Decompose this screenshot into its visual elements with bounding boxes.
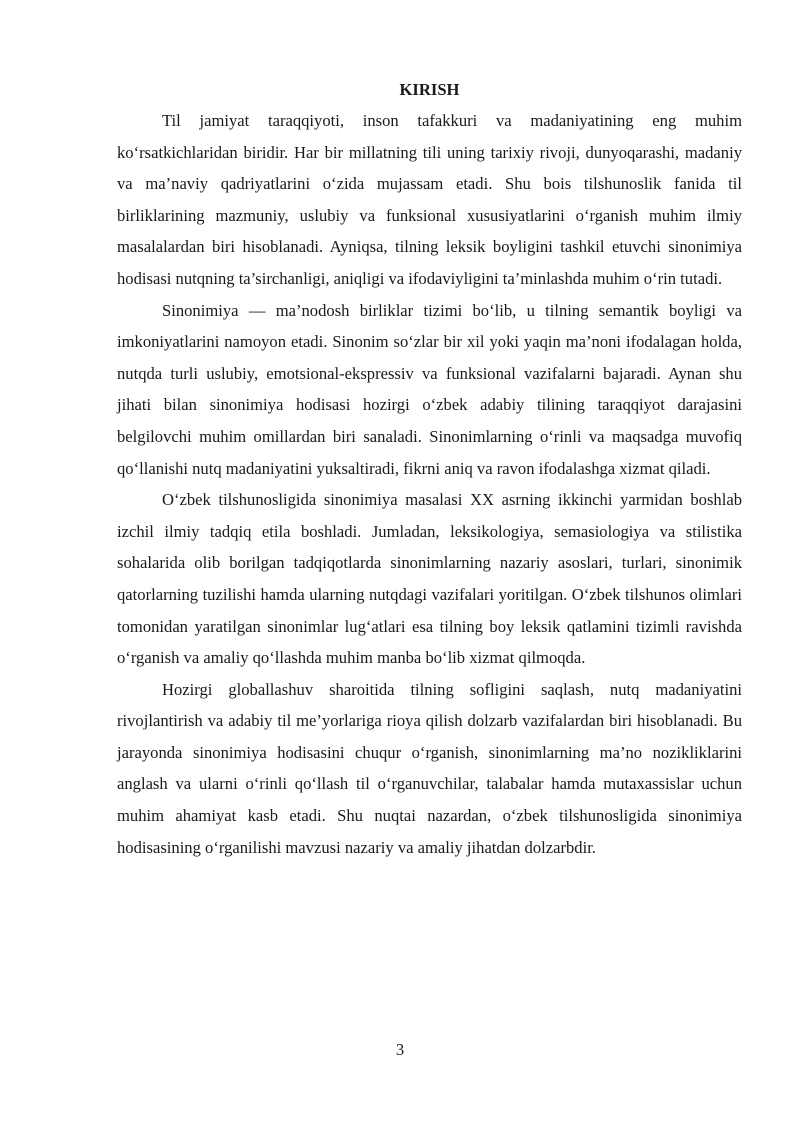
paragraph: Sinonimiya — ma’nodosh birliklar tizimi bo‘lib, u tilning semantik boyligi va imkoniyatlarini namoyon etadi. Sinonim so‘zlar bir xil yoki yaqin ma’noni ifodalagan holda, nutqda turli uslubiy, emotsional-ekspressiv va funksional vazifalarni bajaradi. Aynan shu jihati bilan sinonimiya hodisasi hozirgi o‘zbek adabiy tilining taraqqiyot darajasini belgilovchi muhim omillardan biri sanaladi. Sinonimlarning o‘rinli va maqsadga muvofiq qo‘llanishi nutq madaniyatini yuksaltiradi, fikrni aniq va ravon ifodalashga xizmat qiladi. bbox=[117, 300, 742, 478]
document-body bbox=[117, 76, 742, 863]
paragraph: O‘zbek tilshunosligida sinonimiya masalasi XX asrning ikkinchi yarmidan boshlab izchil ilmiy tadqiq etila boshladi. Jumladan, leksikologiya, semasiologiya va stilistika sohalarida olib borilgan tadqiqotlarda sinonimlarning nazariy asoslari, turlari, sinonimik qatorlarning tuzilishi hamda ularning nutqdagi vazifalari yoritilgan. O‘zbek tilshunos olimlari tomonidan yaratilgan sinonimlar lug‘atlari esa tilning boy leksik qatlamini tizimli ravishda o‘rganish va amaliy qo‘llashda muhim manba bo‘lib xizmat qilmoqda. bbox=[117, 490, 742, 668]
paragraph: Hozirgi globallashuv sharoitida tilning sofligini saqlash, nutq madaniyatini rivojlantirish va adabiy til me’yorlariga rioya qilish dolzarb vazifalardan biri hisoblanadi. Bu jarayonda sinonimiya hodisasini chuqur o‘rganish, sinonimlarning ma’no nozikliklarini anglash va ularni o‘rinli qo‘llash til o‘rganuvchilar, talabalar hamda mutaxassislar uchun muhim ahamiyat kasb etadi. Shu nuqtai nazardan, o‘zbek tilshunosligida sinonimiya hodisasining o‘rganilishi mavzusi nazariy va amaliy jihatdan dolzarbdir. bbox=[117, 679, 742, 857]
paragraph: Til jamiyat taraqqiyoti, inson tafakkuri va madaniyatining eng muhim ko‘rsatkichlaridan biridir. Har bir millatning tili uning tarixiy rivoji, dunyoqarashi, madaniy va ma’naviy qadriyatlarini o‘zida mujassam etadi. Shu bois tilshunoslik fanida til birliklarining mazmuniy, uslubiy va funksional xususiyatlarini o‘rganish muhim ilmiy masalalardan biri hisoblanadi. Ayniqsa, tilning leksik boyligini tashkil etuvchi sinonimiya hodisasi nutqning ta’sirchanligi, aniqligi va ifodaviyligini ta’minlashda muhim o‘rin tutadi. bbox=[117, 111, 742, 288]
page-number: 3 bbox=[395, 1040, 405, 1059]
section-title: KIRISH bbox=[399, 80, 460, 99]
